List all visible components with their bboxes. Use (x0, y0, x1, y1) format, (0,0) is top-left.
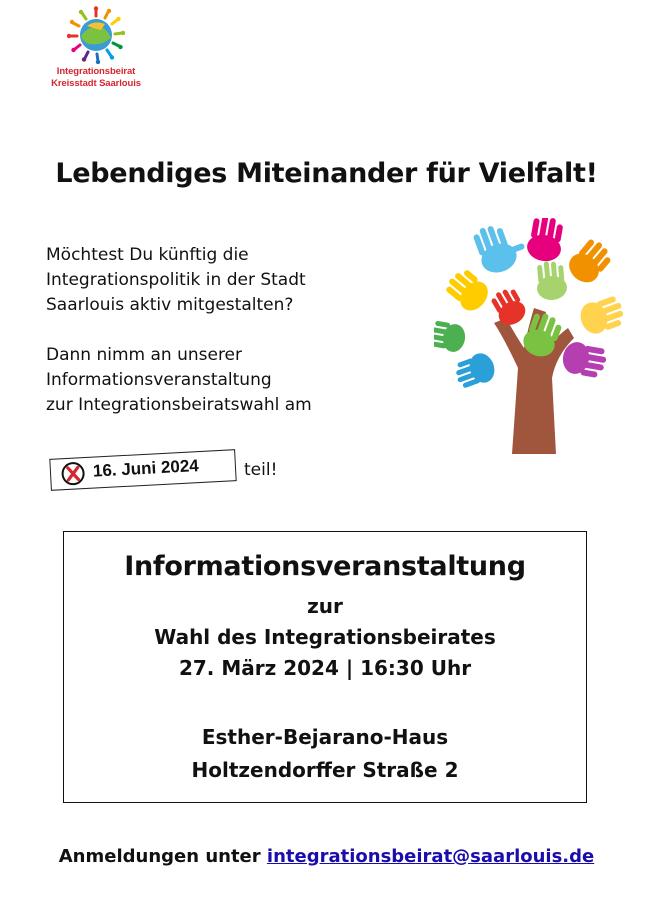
intro-line: Dann nimm an unserer (46, 345, 243, 365)
intro-line: Informationsveranstaltung (46, 370, 272, 390)
date-badge (49, 449, 236, 491)
logo-line-1: Integrationsbeirat (56, 66, 136, 77)
intro-line: Saarlouis aktiv mitgestalten? (46, 295, 294, 315)
registration-label: Anmeldungen unter (58, 846, 261, 867)
logo (46, 6, 146, 96)
intro-suffix: teil! (244, 460, 278, 480)
logo-line-2: Kreisstadt Saarlouis (51, 78, 141, 89)
intro-text (46, 243, 406, 418)
date-badge-text: 16. Juni 2024 (92, 456, 200, 481)
event-election: Wahl des Integrationsbeirates (154, 625, 496, 649)
page-title: Lebendiges Miteinander für Vielfalt! (55, 158, 598, 189)
registration-email-link[interactable]: integrationsbeirat@saarlouis.de (266, 846, 595, 867)
globe-logo-icon (67, 6, 125, 64)
intro-line: Integrationspolitik in der Stadt (46, 270, 306, 290)
event-zur: zur (307, 594, 343, 618)
event-title: Informationsveranstaltung (124, 551, 526, 582)
event-datetime: 27. März 2024 | 16:30 Uhr (178, 656, 472, 680)
event-info-box (63, 531, 587, 803)
intro-line: zur Integrationsbeiratswahl am (46, 395, 312, 415)
registration-line (0, 846, 653, 867)
event-venue: Esther-Bejarano-Haus (201, 725, 449, 749)
event-street: Holtzendorffer Straße 2 (191, 758, 459, 782)
hand-tree-icon (434, 218, 624, 454)
intro-line: Möchtest Du künftig die (46, 245, 249, 265)
intro-spacer (46, 318, 406, 343)
ballot-x-icon (60, 461, 85, 486)
